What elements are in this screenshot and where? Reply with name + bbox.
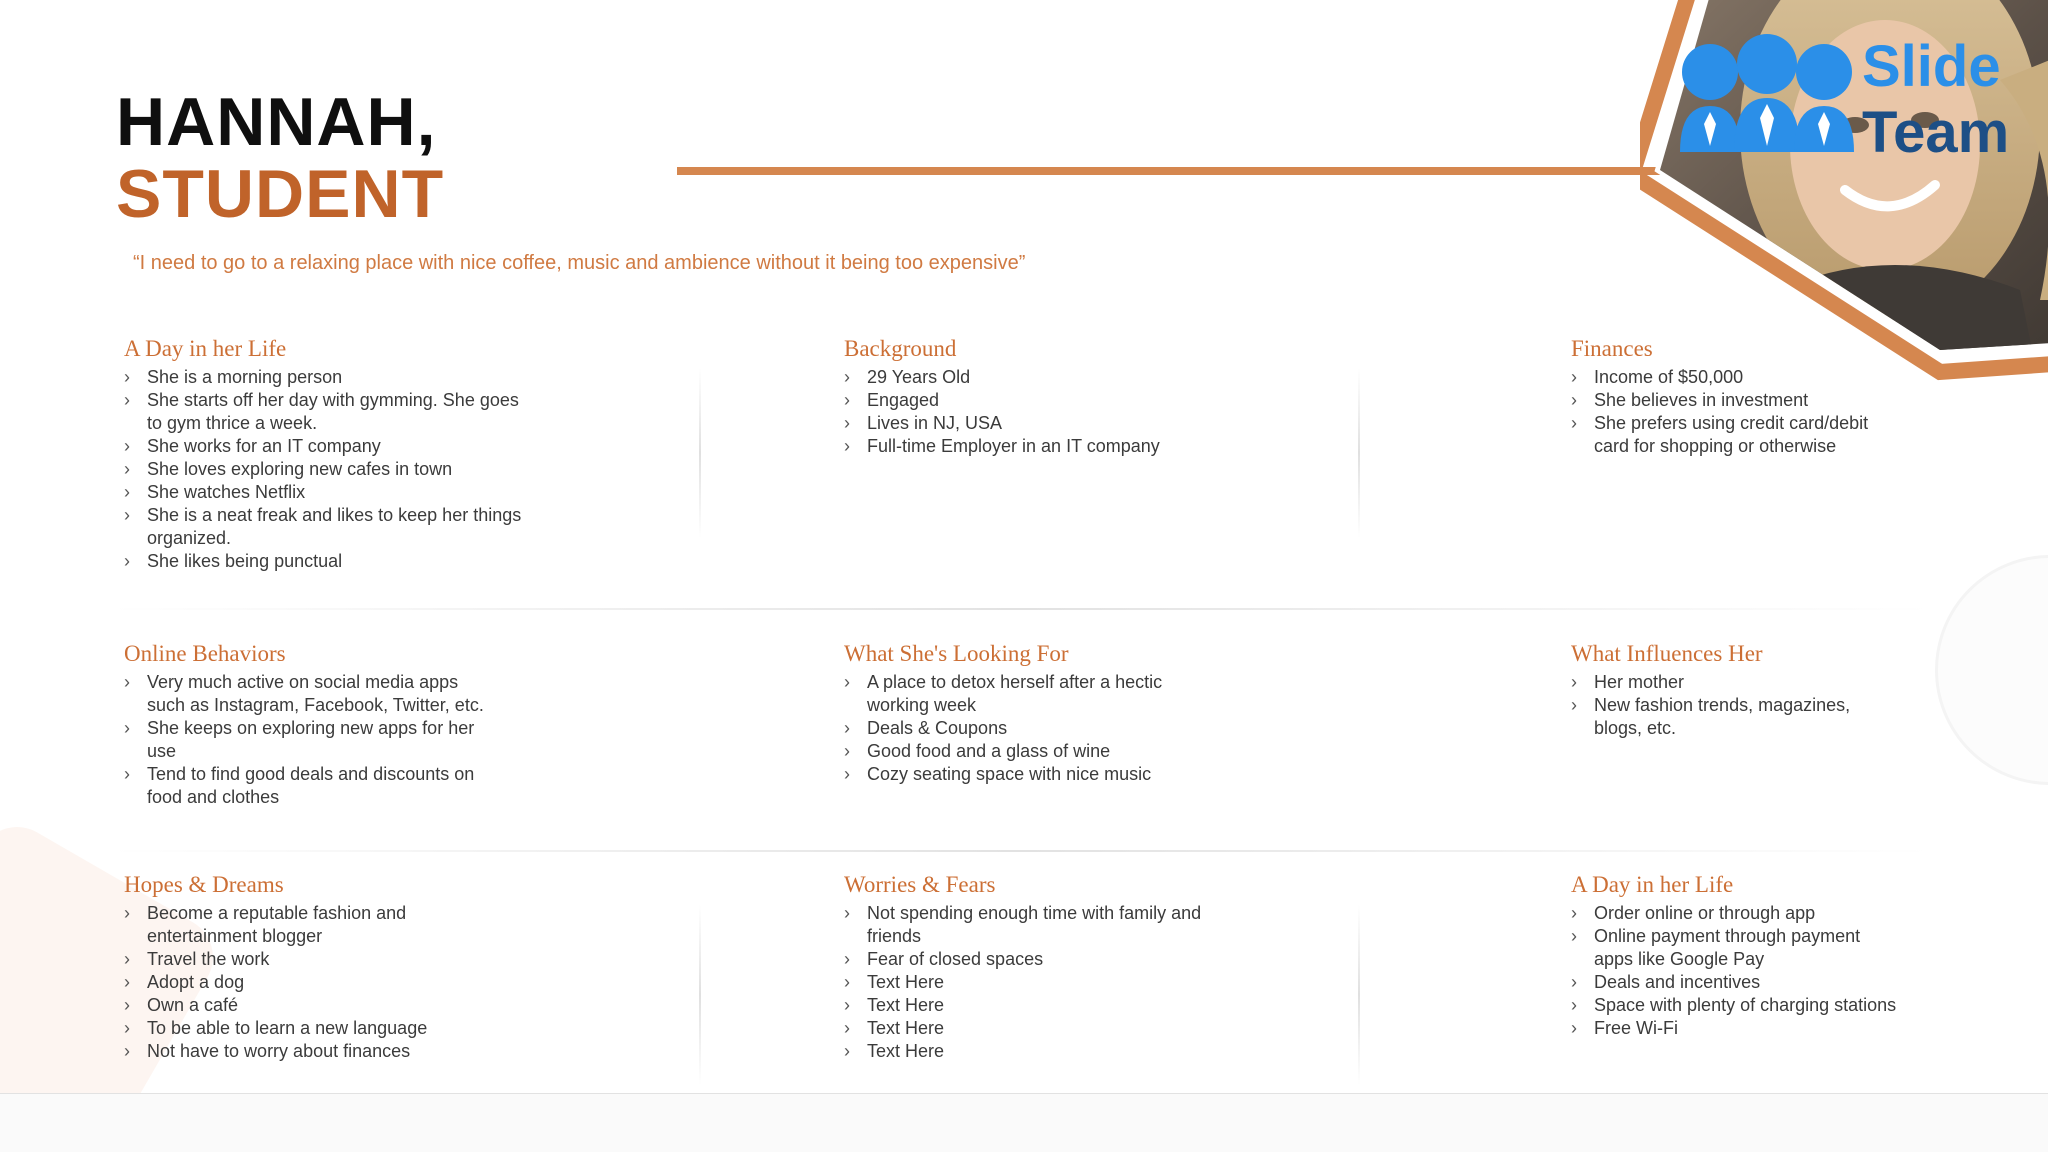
list-item: › Fear of closed spaces bbox=[844, 948, 1214, 971]
list-item: › Not spending enough time with family and friends bbox=[844, 902, 1214, 948]
section-influences bbox=[1571, 639, 1901, 740]
section-title: Worries & Fears bbox=[844, 872, 996, 897]
section-title: Online Behaviors bbox=[124, 641, 286, 666]
list-item: › Order online or through app bbox=[1571, 902, 1901, 925]
list-item: › Own a café bbox=[124, 994, 494, 1017]
list-item: › She starts off her day with gymming. She goes to gym thrice a week. bbox=[124, 389, 524, 435]
column-divider bbox=[1358, 368, 1360, 538]
list-item: › Income of $50,000 bbox=[1571, 366, 1901, 389]
list-item: › She prefers using credit card/debit card for shopping or otherwise bbox=[1571, 412, 1901, 458]
list-item: › Not have to worry about finances bbox=[124, 1040, 494, 1063]
section-title: What Influences Her bbox=[1571, 641, 1763, 666]
list-item: › Good food and a glass of wine bbox=[844, 740, 1214, 763]
list-item: › Tend to find good deals and discounts on food and clothes bbox=[124, 763, 494, 809]
list-item: › Cozy seating space with nice music bbox=[844, 763, 1214, 786]
row-divider bbox=[110, 850, 1930, 852]
list-item: › Text Here bbox=[844, 994, 1214, 1017]
list-item: › Space with plenty of charging stations bbox=[1571, 994, 1901, 1017]
section-looking-for bbox=[844, 639, 1214, 786]
section-title: Finances bbox=[1571, 336, 1653, 361]
decorative-circle bbox=[1935, 555, 2048, 785]
title-divider bbox=[677, 167, 1677, 175]
list-item: › She likes being punctual bbox=[124, 550, 524, 573]
list-item: › 29 Years Old bbox=[844, 366, 1244, 389]
list-item: › She believes in investment bbox=[1571, 389, 1901, 412]
section-day-in-her-life bbox=[124, 334, 524, 573]
list-item: › Adopt a dog bbox=[124, 971, 494, 994]
list-item: › Deals & Coupons bbox=[844, 717, 1214, 740]
section-day-in-her-life-2 bbox=[1571, 870, 1901, 1040]
list-item: › She is a morning person bbox=[124, 366, 524, 389]
people-group-icon bbox=[1672, 34, 1862, 164]
slideteam-logo bbox=[1672, 34, 2032, 164]
list-item: › New fashion trends, magazines, blogs, etc. bbox=[1571, 694, 1901, 740]
section-hopes-dreams bbox=[124, 870, 494, 1063]
logo-word-team: Team bbox=[1862, 100, 2010, 165]
persona-name: HANNAH, bbox=[116, 84, 437, 160]
row-divider bbox=[110, 608, 1930, 610]
logo-word-slide: Slide bbox=[1862, 34, 2001, 99]
section-title: Background bbox=[844, 336, 957, 361]
section-background bbox=[844, 334, 1244, 458]
list-item: › To be able to learn a new language bbox=[124, 1017, 494, 1040]
list-item: › Text Here bbox=[844, 1040, 1214, 1063]
list-item: › She loves exploring new cafes in town bbox=[124, 458, 524, 481]
section-finances bbox=[1571, 334, 1901, 458]
list-item: › Full-time Employer in an IT company bbox=[844, 435, 1244, 458]
list-item: › Text Here bbox=[844, 971, 1214, 994]
list-item: › Engaged bbox=[844, 389, 1244, 412]
list-item: › She watches Netflix bbox=[124, 481, 524, 504]
list-item: › She works for an IT company bbox=[124, 435, 524, 458]
list-item: › Lives in NJ, USA bbox=[844, 412, 1244, 435]
section-title: Hopes & Dreams bbox=[124, 872, 284, 897]
list-item: › A place to detox herself after a hectic working week bbox=[844, 671, 1214, 717]
section-title: A Day in her Life bbox=[1571, 872, 1734, 897]
list-item: › She is a neat freak and likes to keep her things organized. bbox=[124, 504, 524, 550]
viewer-background bbox=[0, 1093, 2048, 1152]
section-worries-fears bbox=[844, 870, 1214, 1063]
list-item: › Travel the work bbox=[124, 948, 494, 971]
section-online-behaviors bbox=[124, 639, 494, 809]
persona-title bbox=[116, 86, 444, 230]
column-divider bbox=[699, 368, 701, 538]
list-item: › Online payment through payment apps like Google Pay bbox=[1571, 925, 1901, 971]
column-divider bbox=[1358, 905, 1360, 1085]
section-title: What She's Looking For bbox=[844, 641, 1069, 666]
list-item: › Become a reputable fashion and entertainment blogger bbox=[124, 902, 494, 948]
section-title: A Day in her Life bbox=[124, 336, 287, 361]
persona-quote: “I need to go to a relaxing place with nice coffee, music and ambience without it being too expensive” bbox=[133, 252, 1026, 274]
list-item: › Her mother bbox=[1571, 671, 1901, 694]
list-item: › Text Here bbox=[844, 1017, 1214, 1040]
column-divider bbox=[699, 905, 701, 1085]
list-item: › She keeps on exploring new apps for her use bbox=[124, 717, 494, 763]
persona-role: STUDENT bbox=[116, 156, 445, 232]
list-item: › Free Wi-Fi bbox=[1571, 1017, 1901, 1040]
list-item: › Very much active on social media apps such as Instagram, Facebook, Twitter, etc. bbox=[124, 671, 494, 717]
list-item: › Deals and incentives bbox=[1571, 971, 1901, 994]
